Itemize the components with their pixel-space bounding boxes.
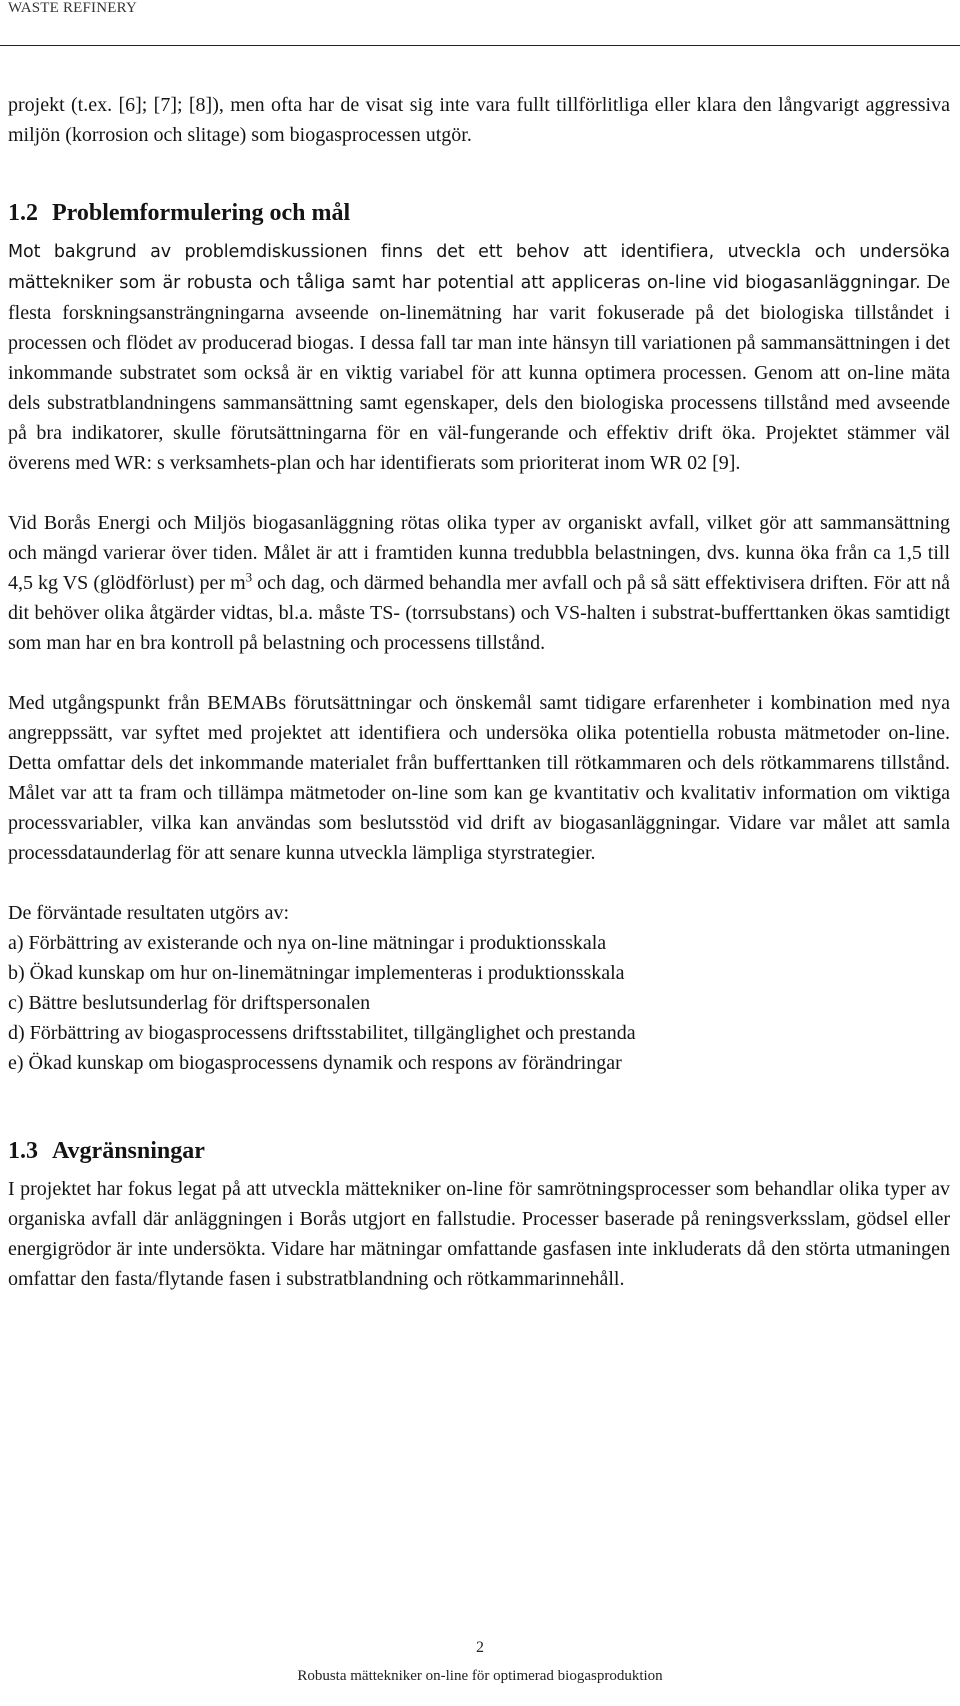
- list-item: e) Ökad kunskap om biogasprocessens dynamik och respons av förändringar: [8, 1052, 622, 1074]
- paragraph-scope: I projektet har fokus legat på att utveckla mättekniker on-line för samrötningsprocesser som behandlar olika typer av organiska avfall där anläggningen i Borås utgjort en fallstudie. Processer baserade på reningsverksslam, gödsel eller energigrödor är inte undersökta. Vidare har mätningar omfattande gasfasen inte inkluderats då den störta utmaningen omfattar den fasta/flytande fasen i substratblandning och rötkammarinnehåll.: [8, 1178, 950, 1290]
- paragraph-problem: [8, 236, 950, 478]
- list-item: c) Bättre beslutsunderlag för driftspersonalen: [8, 992, 371, 1014]
- running-footer: Robusta mättekniker on-line för optimerad biogasproduktion: [297, 1668, 663, 1684]
- section-heading-1-2: [8, 196, 950, 230]
- paragraph-boras: [8, 508, 950, 658]
- page-number: 2: [476, 1639, 484, 1656]
- paragraph-problem-rest: De flesta forskningsansträngningarna avseende on-linemätning har varit fokuserade på det biologiska tillståndet i processen och flödet av producerad biogas. I dessa fall tar man inte hänsyn till variationen på sammansättningen i det inkommande substratet som också är en viktig variabel för att kunna optimera processen. Genom att on-line mäta dels substratblandningens sammansättning samt egenskaper, dels den biologiska processens tillstånd med avseende på bra indikatorer, skulle förutsättningarna för en väl-fungerande och effektiv drift öka. Projektet stämmer väl överens med WR: s verksamhets-plan och har identifierats som prioriterat inom WR 02 [9].: [8, 271, 950, 474]
- intro-paragraph: projekt (t.ex. [6]; [7]; [8]), men ofta har de visat sig inte vara fullt tillförlitliga eller klara den långvarigt aggressiva miljön (korrosion och slitage) som biogasprocessen utgör.: [8, 94, 950, 146]
- paragraph-boras-text-cont: och dag, och därmed behandla mer avfall och på så sätt effektivisera driften. För att nå dit behöver olika åtgärder vidtas, bl.a. måste TS- (torrsubstans) och VS-halten i substrat-bufferttanken ökas samtidigt som man har en bra kontroll på belastning och processens tillstånd.: [8, 572, 950, 654]
- paragraph-problem-sans-part: Mot bakgrund av problemdiskussionen finns det ett behov att identifiera, utveckla och undersöka mättekniker som är robusta och tåliga samt har potential att appliceras on-line vid biogasanläggningar.: [8, 242, 950, 293]
- section-title: Problemformulering och mål: [52, 200, 351, 226]
- list-item: a) Förbättring av existerande och nya on-line mätningar i produktionsskala: [8, 932, 607, 954]
- superscript-three: 3: [245, 569, 253, 585]
- section-title: Avgränsningar: [52, 1138, 205, 1164]
- list-item: b) Ökad kunskap om hur on-linemätningar implementeras i produktionsskala: [8, 962, 625, 984]
- page-body: [8, 90, 950, 1294]
- results-list: [8, 928, 950, 1078]
- header-divider: [0, 45, 960, 46]
- paragraph-boras-text: Vid Borås Energi och Miljös biogasanläggning rötas olika typer av organiskt avfall, vilket gör att sammansättning och mängd varierar över tiden. Målet är att i framtiden kunna tredubbla belastningen, dvs. kunna öka från ca 1,5 till 4,5 kg VS (glödförlust) per m: [8, 512, 950, 594]
- section-heading-1-3: [8, 1134, 950, 1168]
- running-header: WASTE REFINERY: [8, 0, 138, 16]
- results-heading: De förväntade resultaten utgörs av:: [8, 902, 290, 924]
- paragraph-bemab: Med utgångspunkt från BEMABs förutsättningar och önskemål samt tidigare erfarenheter i kombination med nya angreppssätt, var syftet med projektet att identifiera och undersöka olika potentiella robusta mätmetoder on-line. Detta omfattar dels det inkommande materialet från bufferttanken till rötkammaren och dels rötkammarens tillstånd. Målet var att ta fram och tillämpa mätmetoder on-line som kan ge kvantitativ och kvalitativ information om viktiga processvariabler, vilka kan användas som beslutsstöd vid drift av biogasanläggningar. Vidare var målet att samla processdataunderlag för att senare kunna utveckla lämpliga styrstrategier.: [8, 692, 950, 864]
- section-number: 1.3: [8, 1138, 38, 1164]
- list-item: d) Förbättring av biogasprocessens driftsstabilitet, tillgänglighet och prestanda: [8, 1022, 636, 1044]
- section-number: 1.2: [8, 200, 38, 226]
